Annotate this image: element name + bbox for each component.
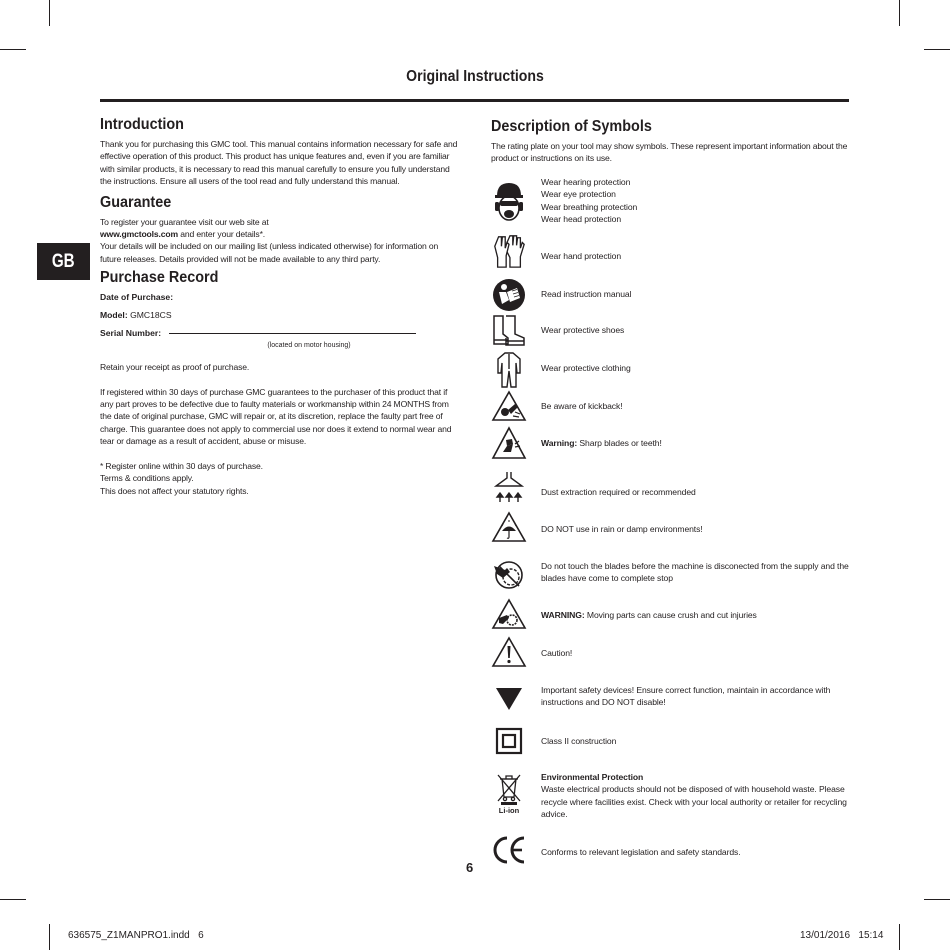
symbol-text: Read instruction manual bbox=[541, 289, 632, 299]
retain-receipt-text: Retain your receipt as proof of purchase. bbox=[100, 362, 250, 373]
crop-mark bbox=[0, 899, 26, 900]
symbol-text: Wear protective clothing bbox=[541, 363, 631, 373]
guarantee-heading: Guarantee bbox=[100, 193, 172, 211]
model-value: GMC18CS bbox=[127, 310, 172, 321]
crop-mark bbox=[899, 924, 900, 950]
symbol-text: Caution! bbox=[541, 648, 573, 658]
symbol-text: Class II construction bbox=[541, 736, 617, 746]
no-rain-icon bbox=[491, 511, 527, 543]
left-column bbox=[100, 116, 458, 497]
guarantee-text: To register your guarantee visit our web site at www.gmctools.com and enter your details*. Your details will be included on our mailing list (unless indicated otherwise) for information on future releases. Details provided will not be made available to any third party. bbox=[100, 216, 439, 264]
guarantee-url: www.gmctools.com bbox=[100, 229, 178, 240]
symbol-text: WARNING: Moving parts can cause crush and cut injuries bbox=[541, 610, 757, 620]
crop-mark bbox=[0, 49, 26, 50]
li-ion-label: Li-ion bbox=[498, 806, 520, 815]
symbol-text: Important safety devices! Ensure correct function, maintain in accordance with instructions and DO NOT disable! bbox=[541, 685, 831, 708]
ce-mark-icon bbox=[491, 834, 527, 866]
crush-icon bbox=[491, 598, 527, 630]
crop-mark bbox=[924, 899, 950, 900]
symbol-text: Dust extraction required or recommended bbox=[541, 487, 696, 497]
model-row: Model: GMC18CS bbox=[100, 310, 172, 321]
dust-extraction-icon bbox=[491, 470, 527, 504]
no-touch-blade-icon bbox=[491, 558, 527, 592]
introduction-text: Thank you for purchasing this GMC tool. This manual contains information necessary for safe and effective operation of this product. This product has unique features and, even if you are familiar with similar products, it is necessary to read this manual carefully to ensure you fully understand the instructions. Ensure all users of the tool read and fully understand this manual. bbox=[100, 139, 458, 187]
introduction-heading: Introduction bbox=[100, 116, 184, 133]
read-manual-icon bbox=[491, 278, 527, 312]
caution-icon bbox=[491, 636, 527, 668]
footer-file-name: 636575_Z1MANPRO1.indd 6 bbox=[68, 930, 204, 941]
kickback-icon bbox=[491, 390, 527, 422]
page-header-title: Original Instructions bbox=[406, 68, 544, 85]
class-ii-icon bbox=[491, 726, 527, 756]
safety-device-icon bbox=[491, 686, 527, 712]
symbol-text: Do not touch the blades before the machine is disconected from the supply and the blades have come to complete stop bbox=[541, 561, 849, 584]
symbols-intro: The rating plate on your tool may show symbols. These represent important information about the product or instructions on its use. bbox=[491, 141, 848, 164]
symbols-heading: Description of Symbols bbox=[491, 118, 652, 135]
language-tab: GB bbox=[37, 243, 90, 280]
symbol-text: Wear protective shoes bbox=[541, 325, 625, 335]
crop-mark bbox=[49, 924, 50, 950]
page-number: 6 bbox=[466, 860, 474, 875]
guarantee-terms-text: If registered within 30 days of purchase GMC guarantees to the purchaser of this product that if any part proves to be defective due to faulty materials or workmanship within 24 MONTHS from the date of original purchase, GMC will repair or, at its discretion, replace the faulty part free of charge. This guarantee does not apply to commercial use nor does it extend to normal wear and tear or damage as a result of accident, abuse or misuse. bbox=[100, 386, 452, 447]
symbol-text: Wear hearing protection Wear eye protection Wear breathing protection Wear head protection bbox=[541, 177, 638, 225]
crop-mark bbox=[924, 49, 950, 50]
symbol-text: Wear hand protection bbox=[541, 251, 622, 261]
symbols-list bbox=[491, 0, 851, 950]
date-of-purchase-label: Date of Purchase: bbox=[100, 292, 174, 303]
serial-number-line bbox=[169, 333, 416, 334]
sharp-blade-icon bbox=[491, 426, 527, 460]
serial-note: (located on motor housing) bbox=[267, 342, 351, 350]
footnotes: * Register online within 30 days of purchase. Terms & conditions apply. This does not affect your statutory rights. bbox=[100, 460, 263, 496]
symbol-text: Conforms to relevant legislation and safety standards. bbox=[541, 847, 741, 857]
crop-mark bbox=[899, 0, 900, 26]
gloves-icon bbox=[491, 232, 527, 270]
footer-date-time: 13/01/2016 15:14 bbox=[800, 930, 884, 941]
symbol-text: Be aware of kickback! bbox=[541, 401, 623, 411]
symbol-text: DO NOT use in rain or damp environments! bbox=[541, 524, 703, 534]
weee-icon bbox=[491, 771, 527, 815]
symbol-text: Warning: Sharp blades or teeth! bbox=[541, 438, 662, 448]
crop-mark bbox=[49, 0, 50, 26]
purchase-record-heading: Purchase Record bbox=[100, 269, 219, 287]
boots-icon bbox=[491, 314, 527, 348]
ppe-head-icon bbox=[491, 180, 527, 222]
symbol-text: Environmental Protection Waste electrical products should not be disposed of with household waste. Please recycle where facilities exist. Check with your local authority or retailer for recycling advice. bbox=[541, 772, 847, 820]
serial-number-row: Serial Number: bbox=[100, 327, 458, 339]
coverall-icon bbox=[491, 351, 527, 389]
